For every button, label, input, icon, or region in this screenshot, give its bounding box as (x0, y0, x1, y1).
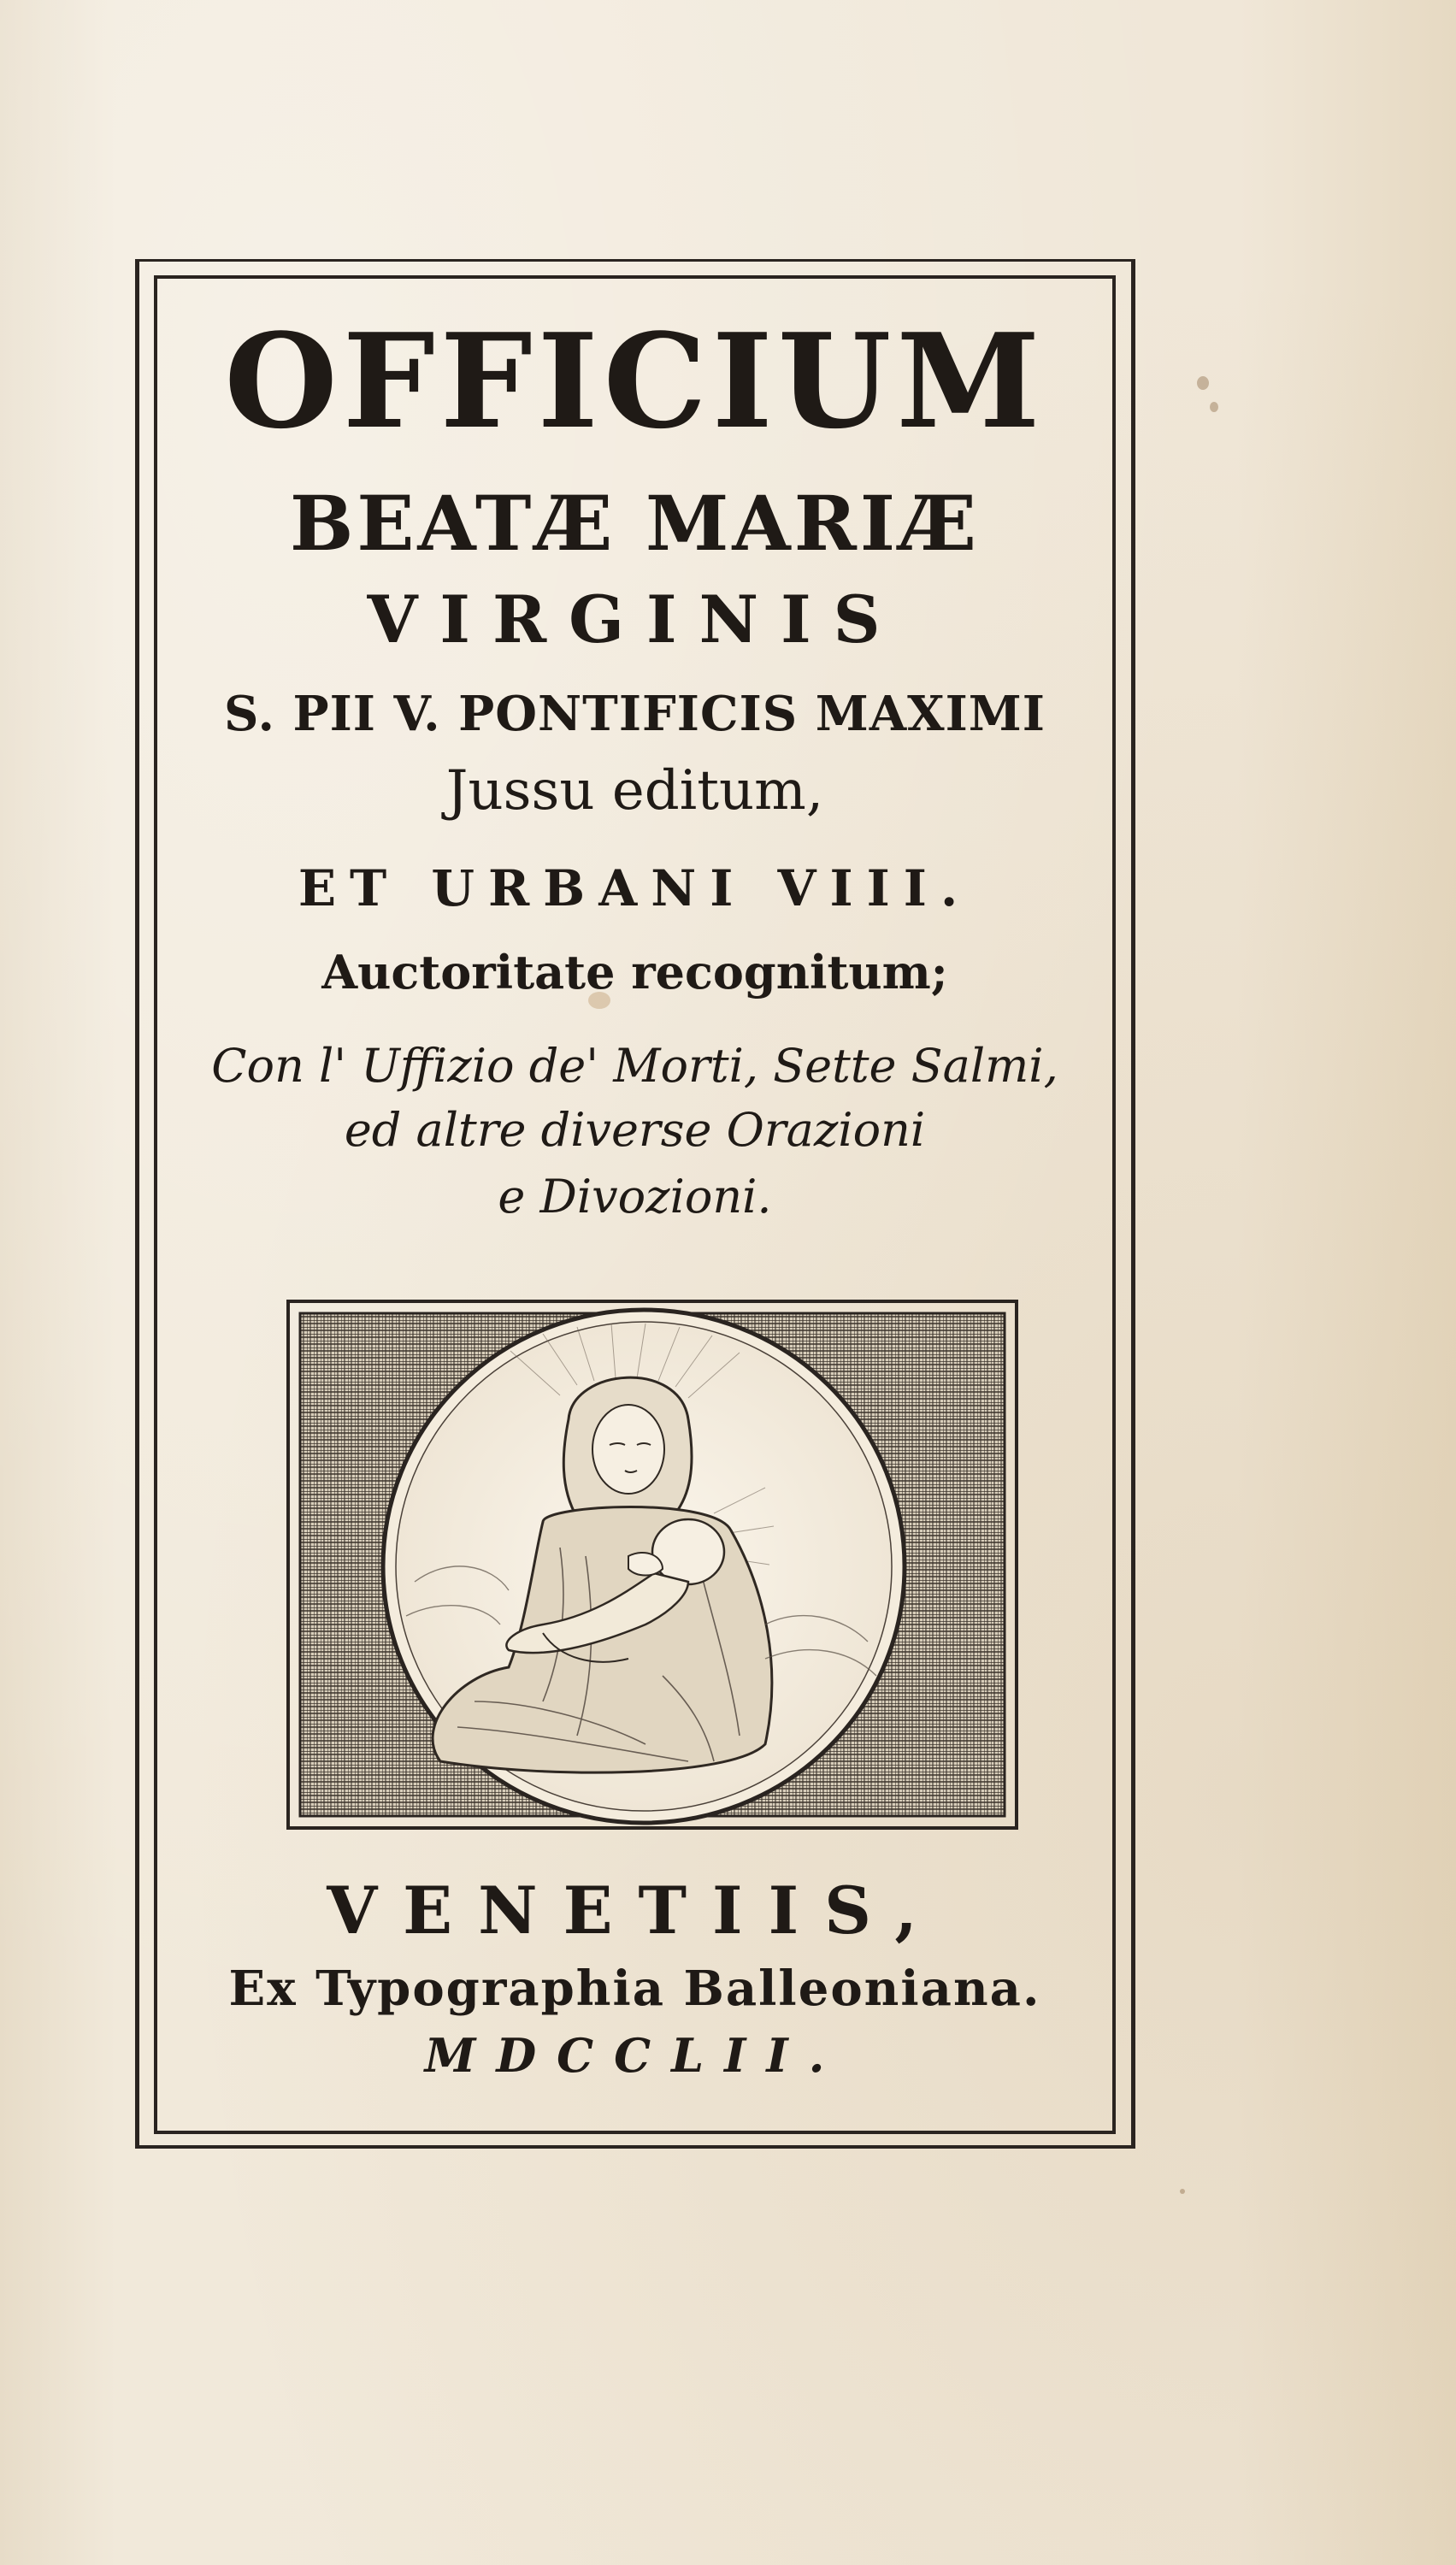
line-con-uffizio: Con l' Uffizio de' Morti, Sette Salmi, (211, 1039, 1058, 1093)
line-urbani: ET URBANI VIII. (298, 859, 972, 917)
book-title: OFFICIUM (224, 304, 1046, 457)
foxing-spot (1197, 376, 1209, 390)
foxing-spot (1210, 402, 1218, 412)
subtitle-virginis: VIRGINIS (367, 581, 903, 657)
line-jussu-editum: Jussu editum, (445, 759, 824, 823)
madonna-and-child-engraving-icon (286, 1300, 1018, 1830)
imprint-date: MDCCLII. (424, 2028, 846, 2083)
line-pope-pius: S. PII V. PONTIFICIS MAXIMI (224, 686, 1046, 742)
line-divozioni: e Divozioni. (498, 1170, 772, 1224)
subtitle-beatae-mariae: BEATÆ MARIÆ (289, 479, 981, 568)
line-altre-orazioni: ed altre diverse Orazioni (344, 1103, 926, 1157)
line-auctoritate: Auctoritate recognitum; (321, 945, 948, 999)
imprint-city: VENETIIS, (327, 1872, 943, 1949)
imprint-printer: Ex Typographia Balleoniana. (228, 1961, 1041, 2017)
foxing-spot (1180, 2189, 1185, 2194)
